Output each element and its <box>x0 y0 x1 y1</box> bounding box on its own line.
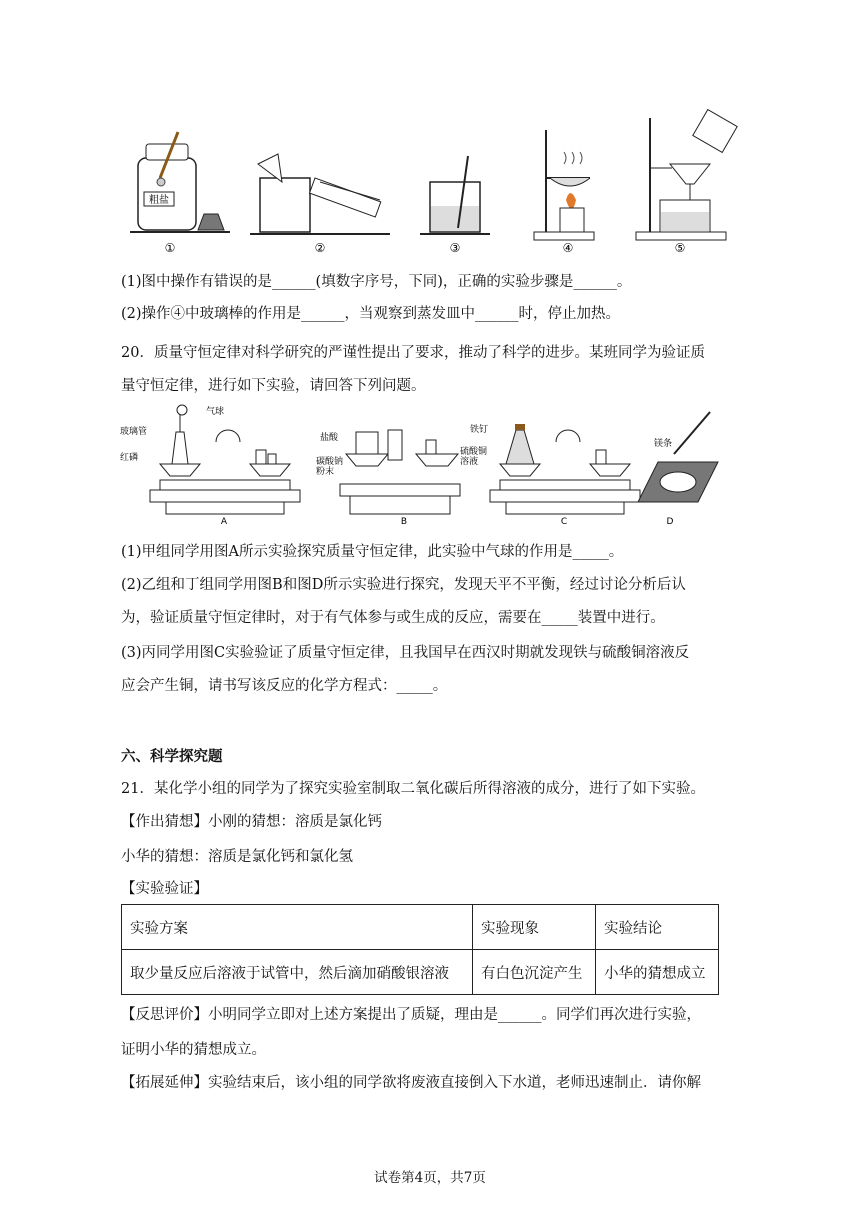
q20-part2-line2: 为，验证质量守恒定律时，对于有气体参与或生成的反应，需要在_____装置中进行。 <box>121 610 665 626</box>
guess-xiaogang: 【作出猜想】小刚的猜想：溶质是氯化钙 <box>121 814 382 830</box>
fig-b-balance <box>316 430 460 527</box>
extend-line: 【拓展延伸】实验结束后，该小组的同学欲将废液直接倒入下水道，老师迅速制止．请你解 <box>121 1075 701 1091</box>
guess-xiaohua: 小华的猜想：溶质是氯化钙和氯化氢 <box>121 849 353 865</box>
q20-part1: (1)甲组同学用图A所示实验探究质量守恒定律，此实验中气球的作用是_____。 <box>121 544 624 560</box>
svg-text:D: D <box>666 517 674 527</box>
svg-text:气球: 气球 <box>206 407 225 417</box>
op4-evaporate <box>534 130 594 240</box>
svg-text:硫酸铜: 硫酸铜 <box>460 447 488 457</box>
op1-salt-jar <box>130 132 230 232</box>
page-footer: 试卷第4页，共7页 <box>374 1170 486 1186</box>
svg-text:玻璃管: 玻璃管 <box>120 427 148 437</box>
header-phenomenon: 实验现象 <box>473 905 596 950</box>
table-header-row <box>122 905 719 950</box>
reflect-line2: 证明小华的猜想成立。 <box>121 1042 266 1058</box>
svg-text:C: C <box>560 517 568 527</box>
cell-plan: 取少量反应后溶液于试管中，然后滴加硝酸银溶液 <box>122 950 473 995</box>
q21-intro: 21．某化学小组的同学为了探究实验室制取二氧化碳后所得溶液的成分，进行了如下实验。 <box>121 781 705 797</box>
reflect-line1: 【反思评价】小明同学立即对上述方案提出了质疑，理由是______。同学们再次进行实验， <box>121 1007 701 1023</box>
cell-phenomenon: 有白色沉淀产生 <box>473 950 596 995</box>
svg-text:B: B <box>400 517 408 527</box>
label-op5: ⑤ <box>674 241 686 255</box>
svg-text:粗盐: 粗盐 <box>149 195 169 206</box>
q20-intro-line1: 20．质量守恒定律对科学研究的严谨性提出了要求，推动了科学的进步。某班同学为验证质 <box>121 345 705 361</box>
header-plan: 实验方案 <box>122 905 473 950</box>
svg-text:碳酸钠: 碳酸钠 <box>316 457 344 467</box>
op3-dissolve <box>420 156 490 234</box>
cell-conclusion: 小华的猜想成立 <box>596 950 719 995</box>
q20-part3-line2: 应会产生铜，请书写该反应的化学方程式：_____。 <box>121 678 448 694</box>
svg-text:溶液: 溶液 <box>460 457 479 467</box>
svg-text:镁条: 镁条 <box>654 439 673 449</box>
fig-a-balance <box>120 405 300 527</box>
svg-text:盐酸: 盐酸 <box>320 433 339 443</box>
header-conclusion: 实验结论 <box>596 905 719 950</box>
svg-text:粉末: 粉末 <box>316 467 335 477</box>
svg-text:红磷: 红磷 <box>120 453 139 463</box>
op2-weigh-pour <box>250 154 390 234</box>
svg-text:A: A <box>220 517 228 527</box>
label-op3: ③ <box>449 241 461 255</box>
verify-heading: 【实验验证】 <box>121 881 208 897</box>
svg-text:铁钉: 铁钉 <box>470 425 489 435</box>
label-op1: ① <box>164 241 176 255</box>
fig-c-balance <box>460 423 640 527</box>
label-op4: ④ <box>562 241 574 255</box>
table-row <box>122 950 719 995</box>
figure-salt-purification <box>120 108 740 258</box>
q20-part3-line1: (3)丙同学用图C实验验证了质量守恒定律，且我国早在西汉时期就发现铁与硫酸铜溶液反 <box>121 645 690 661</box>
section-title: 六、科学探究题 <box>121 748 223 765</box>
q19-part2: (2)操作④中玻璃棒的作用是______，当观察到蒸发皿中______时，停止加热。 <box>121 306 621 322</box>
op5-filter <box>636 110 737 240</box>
experiment-table <box>121 904 719 995</box>
q19-part1: (1)图中操作有错误的是______(填数字序号，下同)，正确的实验步骤是______。 <box>121 274 632 290</box>
figure-mass-conservation <box>120 402 740 530</box>
label-op2: ② <box>314 241 326 255</box>
q20-intro-line2: 量守恒定律，进行如下实验，请回答下列问题。 <box>121 378 426 394</box>
fig-d-magnesium <box>638 412 718 527</box>
q20-part2-line1: (2)乙组和丁组同学用图B和图D所示实验进行探究，发现天平不平衡，经过讨论分析后认 <box>121 577 686 593</box>
